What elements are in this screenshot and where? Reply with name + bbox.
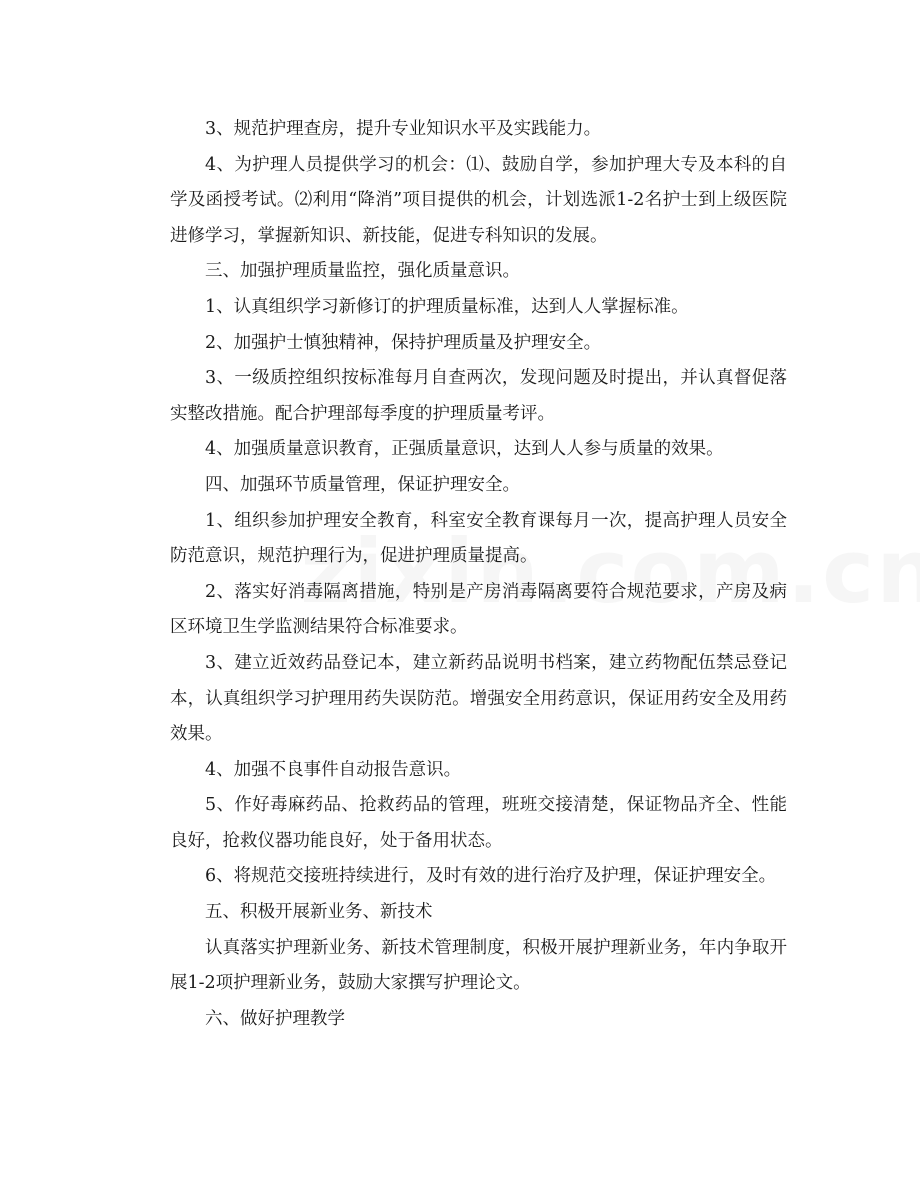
document-body <box>170 112 787 1037</box>
paragraph-new-business: 认真落实护理新业务、新技术管理制度，积极开展护理新业务，年内争取开展1-2项护理新业务，鼓励大家撰写护理论文。 <box>170 937 787 994</box>
heading-nursing-teaching: 六、做好护理教学 <box>205 1008 345 1029</box>
heading-new-business: 五、积极开展新业务、新技术 <box>205 902 433 923</box>
heading-process-quality: 四、加强环节质量管理，保证护理安全。 <box>205 474 520 495</box>
paragraph-shift-handover: 6、将规范交接班持续进行，及时有效的进行治疗及护理，保证护理安全。 <box>205 866 777 887</box>
heading-quality-monitoring: 三、加强护理质量监控，强化质量意识。 <box>205 261 520 282</box>
paragraph-adverse-events: 4、加强不良事件自动报告意识。 <box>205 759 462 780</box>
paragraph-quality-standards: 1、认真组织学习新修订的护理质量标准，达到人人掌握标准。 <box>205 296 689 317</box>
paragraph-drug-registry: 3、建立近效药品登记本，建立新药品说明书档案，建立药物配伍禁忌登记本，认真组织学习护理用药失误防范。增强安全用药意识，保证用药安全及用药效果。 <box>170 652 787 745</box>
paragraph-nurse-discipline: 2、加强护士慎独精神，保持护理质量及护理安全。 <box>205 332 602 353</box>
paragraph-drug-management: 5、作好毒麻药品、抢救药品的管理，班班交接清楚，保证物品齐全、性能良好，抢救仪器功能良好，处于备用状态。 <box>170 795 787 851</box>
paragraph-quality-awareness: 4、加强质量意识教育，正强质量意识，达到人人参与质量的效果。 <box>205 439 724 460</box>
paragraph-learning-opportunities: 4、为护理人员提供学习的机会：⑴、鼓励自学，参加护理大专及本科的自学及函授考试。⑵利用“降消”项目提供的机会，计划选派1-2名护士到上级医院进修学习，掌握新知识、新技能，促进专科知识的发展。 <box>170 154 787 246</box>
paragraph-safety-education: 1、组织参加护理安全教育，科室安全教育课每月一次，提高护理人员安全防范意识，规范护理行为，促进护理质量提高。 <box>170 510 787 567</box>
paragraph-quality-control: 3、一级质控组织按标准每月自查两次，发现问题及时提出，并认真督促落实整改措施。配合护理部每季度的护理质量考评。 <box>170 368 787 424</box>
paragraph-ward-rounds: 3、规范护理查房，提升专业知识水平及实践能力。 <box>205 119 602 139</box>
paragraph-disinfection: 2、落实好消毒隔离措施，特别是产房消毒隔离要符合规范要求，产房及病区环境卫生学监测结果符合标准要求。 <box>170 581 787 638</box>
